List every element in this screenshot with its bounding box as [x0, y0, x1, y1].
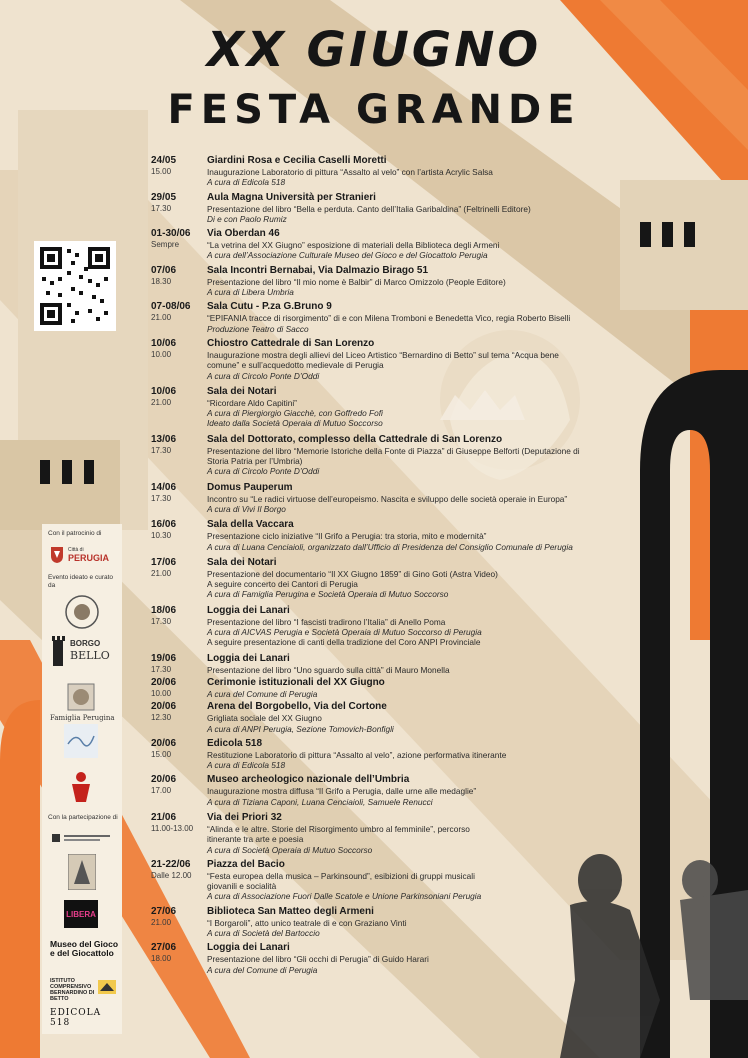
event-description: “Alinda e le altre. Storie del Risorgimento umbro al femminile”, percorso	[207, 823, 470, 834]
event-time: 17.30	[151, 616, 172, 626]
patrocinio-label: Con il patrocinio di	[48, 530, 102, 537]
borgo-bello-tower-icon	[50, 636, 66, 666]
societa-bartoccio-figure-icon	[66, 770, 96, 804]
event-venue: Loggia dei Lanari	[207, 942, 290, 954]
event-venue: Sala Incontri Bernabai, Via Dalmazio Birago 51	[207, 264, 429, 276]
event-organizer: A cura di Luana Cenciaioli, organizzato dall’Ufficio di Presidenza del Consiglio Comunale di Perugia	[207, 541, 573, 552]
event-time: 15.00	[151, 167, 172, 176]
event-time: 15.00	[151, 749, 172, 759]
event-description: Inaugurazione mostra degli allievi del Liceo Artistico “Bernardino di Betto” sul tema “Acqua bene	[207, 349, 559, 360]
qr-code[interactable]	[34, 241, 116, 331]
event-organizer: A cura del Comune di Perugia	[207, 688, 318, 699]
event-organizer: A cura di Società del Bartoccio	[207, 928, 320, 939]
event-time: 21.00	[151, 917, 172, 927]
event-date: 21/06	[151, 811, 177, 823]
event-venue: Sala dei Notari	[207, 385, 277, 397]
event-venue: Sala Cutu - P.za G.Bruno 9	[207, 301, 332, 313]
event-item	[151, 481, 671, 515]
event-item	[151, 737, 671, 771]
event-description: A seguire concerto dei Cantori di Perugia	[207, 579, 358, 590]
event-time: 10.00	[151, 688, 172, 698]
edicola-logo: EDICOLA 518	[50, 1008, 102, 1028]
event-description: “EPIFANIA tracce di risorgimento” di e con Milena Tromboni e Benedetta Vico, regia Roberto Biselli	[207, 313, 571, 324]
event-description: comune” e sull’acquedotto medievale di Perugia	[207, 360, 384, 371]
event-description: Storia Patria per l’Umbria)	[207, 456, 303, 467]
event-description: Presentazione del libro “I fascisti tradirono l’Italia” di Anello Poma	[207, 616, 446, 627]
event-description: Presentazione ciclo iniziative “Il Grifo a Perugia: tra storia, mito e modernità”	[207, 531, 487, 542]
event-time: 17.30	[151, 664, 172, 674]
event-date: 19/06	[151, 652, 177, 664]
event-description: “Ricordare Aldo Capitini”	[207, 397, 297, 408]
borgo-line-1: BORGO	[70, 639, 101, 648]
event-time: 10.00	[151, 349, 172, 359]
event-time: 21.00	[151, 397, 172, 407]
sponsors-sidebar	[42, 524, 122, 1034]
event-organizer: A cura di Circolo Ponte D’Oddi	[207, 370, 320, 381]
event-date: 27/06	[151, 905, 177, 917]
event-description: Presentazione del libro “Gli occhi di Perugia” di Guido Harari	[207, 954, 429, 965]
event-organizer: A cura di Associazione Fuori Dalle Scatole e Unione Parkinsoniani Perugia	[207, 891, 482, 902]
event-venue: Domus Pauperum	[207, 481, 293, 493]
event-item	[151, 652, 671, 675]
event-description: Grigliata sociale del XX Giugno	[207, 713, 322, 724]
event-venue: Aula Magna Università per Stranieri	[207, 191, 376, 203]
istituto-logo: ISTITUTO COMPRENSIVO BERNARDINO DI BETTO	[50, 978, 95, 1002]
illustrated-logo-icon	[68, 854, 96, 890]
event-organizer: A cura di ANPI Perugia, Sezione Tomovich-Bonfigli	[207, 723, 394, 734]
event-organizer: A cura di Edicola 518	[207, 177, 286, 188]
event-date: 20/06	[151, 676, 177, 688]
event-item	[151, 773, 671, 807]
event-date: 01-30/06	[151, 228, 191, 240]
event-venue: Via dei Priori 32	[207, 811, 282, 823]
event-item	[151, 905, 671, 939]
borgo-line-2: BELLO	[70, 649, 110, 662]
event-venue: Piazza del Bacio	[207, 858, 285, 870]
event-item	[151, 337, 671, 381]
event-time: Sempre	[151, 240, 180, 250]
event-venue: Loggia dei Lanari	[207, 604, 290, 616]
event-time: 11.00-13.00	[151, 823, 194, 833]
event-date: 14/06	[151, 481, 177, 493]
event-venue: Cerimonie istituzionali del XX Giugno	[207, 676, 385, 688]
event-organizer: A cura di Società Operaia di Mutuo Soccorso	[207, 844, 373, 855]
event-description: Incontro su “Le radici virtuose dell’europeismo. Nascita e sviluppo delle società operaie in Europa”	[207, 493, 568, 504]
circle-logo-icon	[64, 594, 100, 630]
event-time: 21.00	[151, 313, 172, 323]
event-venue: Biblioteca San Matteo degli Armeni	[207, 905, 374, 917]
event-date: 20/06	[151, 774, 177, 786]
event-time: 18.30	[151, 276, 172, 286]
events-list	[151, 154, 671, 978]
event-date: 07-08/06	[151, 301, 191, 313]
event-date: 21-22/06	[151, 858, 191, 870]
event-date: 10/06	[151, 337, 177, 349]
event-item	[151, 858, 671, 902]
event-description: “Festa europea della musica – Parkinsound”, esibizioni di gruppi musicali	[207, 870, 475, 881]
libera-logo-icon	[64, 900, 98, 928]
event-venue: Museo archeologico nazionale dell’Umbria	[207, 774, 410, 786]
event-date: 07/06	[151, 264, 177, 276]
event-venue: Arena del Borgobello, Via del Cortone	[207, 701, 387, 713]
famiglia-label: Famiglia Perugina	[50, 714, 115, 722]
event-description: “I Borgaroli”, atto unico teatrale di e con Graziano Vinti	[207, 917, 407, 928]
event-time: 12.30	[151, 713, 172, 723]
event-item	[151, 191, 671, 225]
partecipazione-label: Con la partecipazione di	[48, 814, 118, 821]
event-item	[151, 227, 671, 261]
event-item	[151, 518, 671, 552]
event-time: 10.30	[151, 531, 172, 541]
event-item	[151, 154, 671, 188]
event-organizer: A cura dell’Associazione Culturale Museo del Gioco e del Giocattolo Perugia	[207, 250, 488, 261]
event-date: 13/06	[151, 433, 177, 445]
event-item	[151, 556, 671, 600]
event-item	[151, 604, 671, 648]
event-date: 29/05	[151, 191, 177, 203]
event-time: Dalle 12.00	[151, 870, 192, 880]
event-organizer: A cura di Piergiorgio Giacchè, con Goffredo Fofi	[207, 408, 383, 419]
event-venue: Edicola 518	[207, 737, 263, 749]
event-venue: Chiostro Cattedrale di San Lorenzo	[207, 337, 375, 349]
famiglia-perugina-emblem-icon	[66, 682, 96, 712]
event-item	[151, 300, 671, 334]
event-time: 21.00	[151, 568, 172, 578]
event-description: itinerante tra arte e poesia	[207, 834, 304, 845]
event-description: Inaugurazione mostra diffusa “Il Grifo a Perugia, dalle urne alle medaglie”	[207, 786, 477, 797]
event-item	[151, 433, 671, 477]
event-description: A seguire presentazione di canti della tradizione del Coro ANPI Provinciale	[207, 637, 481, 648]
ideato-label: Evento ideato e curato da	[48, 574, 114, 589]
event-description: Presentazione del libro “Bella e perduta. Canto dell’Italia Garibaldina” (Feltrinelli Editore)	[207, 203, 531, 214]
event-date: 20/06	[151, 737, 177, 749]
event-venue: Sala della Vaccara	[207, 519, 294, 531]
event-organizer: A cura di Vivi Il Borgo	[207, 503, 286, 514]
event-venue: Sala dei Notari	[207, 556, 277, 568]
event-description: “La vetrina del XX Giugno” esposizione di materiali della Biblioteca degli Armeni	[207, 240, 500, 251]
event-date: 24/05	[151, 155, 177, 166]
event-venue: Loggia dei Lanari	[207, 652, 290, 664]
event-organizer: A cura di Circolo Ponte D’Oddi	[207, 466, 320, 477]
perugia-coat-of-arms-icon	[50, 546, 64, 564]
svg-text:LIBERA: LIBERA	[66, 910, 96, 919]
event-item	[151, 700, 671, 734]
event-item	[151, 811, 671, 855]
event-organizer: A cura del Comune di Perugia	[207, 964, 318, 975]
event-description: Presentazione del documentario “Il XX Giugno 1859” di Gino Goti (Astra Video)	[207, 568, 498, 579]
event-date: 10/06	[151, 385, 177, 397]
event-time: 17.30	[151, 445, 172, 455]
event-time: 17.30	[151, 203, 172, 213]
event-date: 27/06	[151, 942, 177, 954]
museo-archeologico-logo-icon	[52, 832, 112, 844]
comune-name: PERUGIA	[68, 553, 110, 563]
event-date: 16/06	[151, 519, 177, 531]
event-date: 20/06	[151, 701, 177, 713]
event-venue: Giardini Rosa e Cecilia Caselli Moretti	[207, 155, 387, 166]
event-organizer: Produzione Teatro di Sacco	[207, 323, 309, 334]
event-organizer: A cura di AICVAS Perugia e Società Operaia di Mutuo Soccorso di Perugia	[207, 627, 482, 638]
event-item	[151, 676, 671, 699]
event-description: giovanili e socialità	[207, 881, 277, 892]
event-venue: Via Oberdan 46	[207, 228, 280, 240]
event-date: 17/06	[151, 556, 177, 568]
event-venue: Sala del Dottorato, complesso della Cattedrale di San Lorenzo	[207, 433, 503, 445]
title-line-2: FESTA GRANDE	[167, 87, 581, 133]
comune-city-label: Città di	[68, 547, 84, 553]
event-organizer: Ideato dalla Società Operaia di Mutuo Soccorso	[207, 418, 383, 429]
istituto-emblem-icon	[98, 980, 116, 994]
event-time: 17.00	[151, 786, 172, 796]
event-description: Presentazione del libro “Uno sguardo sulla città” di Mauro Monella	[207, 664, 450, 675]
event-item	[151, 941, 671, 975]
event-description: Presentazione del libro “Memorie Istoriche della Fonte di Piazza” di Giuseppe Belforti (Deputazione di	[207, 445, 580, 456]
event-item	[151, 264, 671, 298]
event-organizer: Di e con Paolo Rumiz	[207, 213, 287, 224]
title-line-1: XX GIUGNO	[206, 22, 542, 78]
event-date: 18/06	[151, 604, 177, 616]
museo-gioco-logo: Museo del Gioco e del Giocattolo	[50, 939, 119, 958]
event-organizer: A cura di Libera Umbria	[207, 287, 294, 298]
event-time: 18.00	[151, 954, 172, 964]
event-item	[151, 385, 671, 429]
event-description: Inaugurazione Laboratorio di pittura “Assalto al velo” con l’artista Acrylic Salsa	[207, 167, 493, 177]
map-logo-icon	[64, 724, 98, 758]
event-description: Restituzione Laboratorio di pittura “Assalto al velo”, azione performativa itinerante	[207, 749, 507, 760]
event-description: Presentazione del libro “Il mio nome è Balbir” di Marco Omizzolo (People Editore)	[207, 276, 506, 287]
event-organizer: A cura di Tiziana Caponi, Luana Cenciaioli, Samuele Renucci	[207, 796, 433, 807]
event-time: 17.30	[151, 493, 172, 503]
event-organizer: A cura di Edicola 518	[207, 760, 286, 771]
event-organizer: A cura di Famiglia Perugina e Società Operaia di Mutuo Soccorso	[207, 589, 449, 600]
